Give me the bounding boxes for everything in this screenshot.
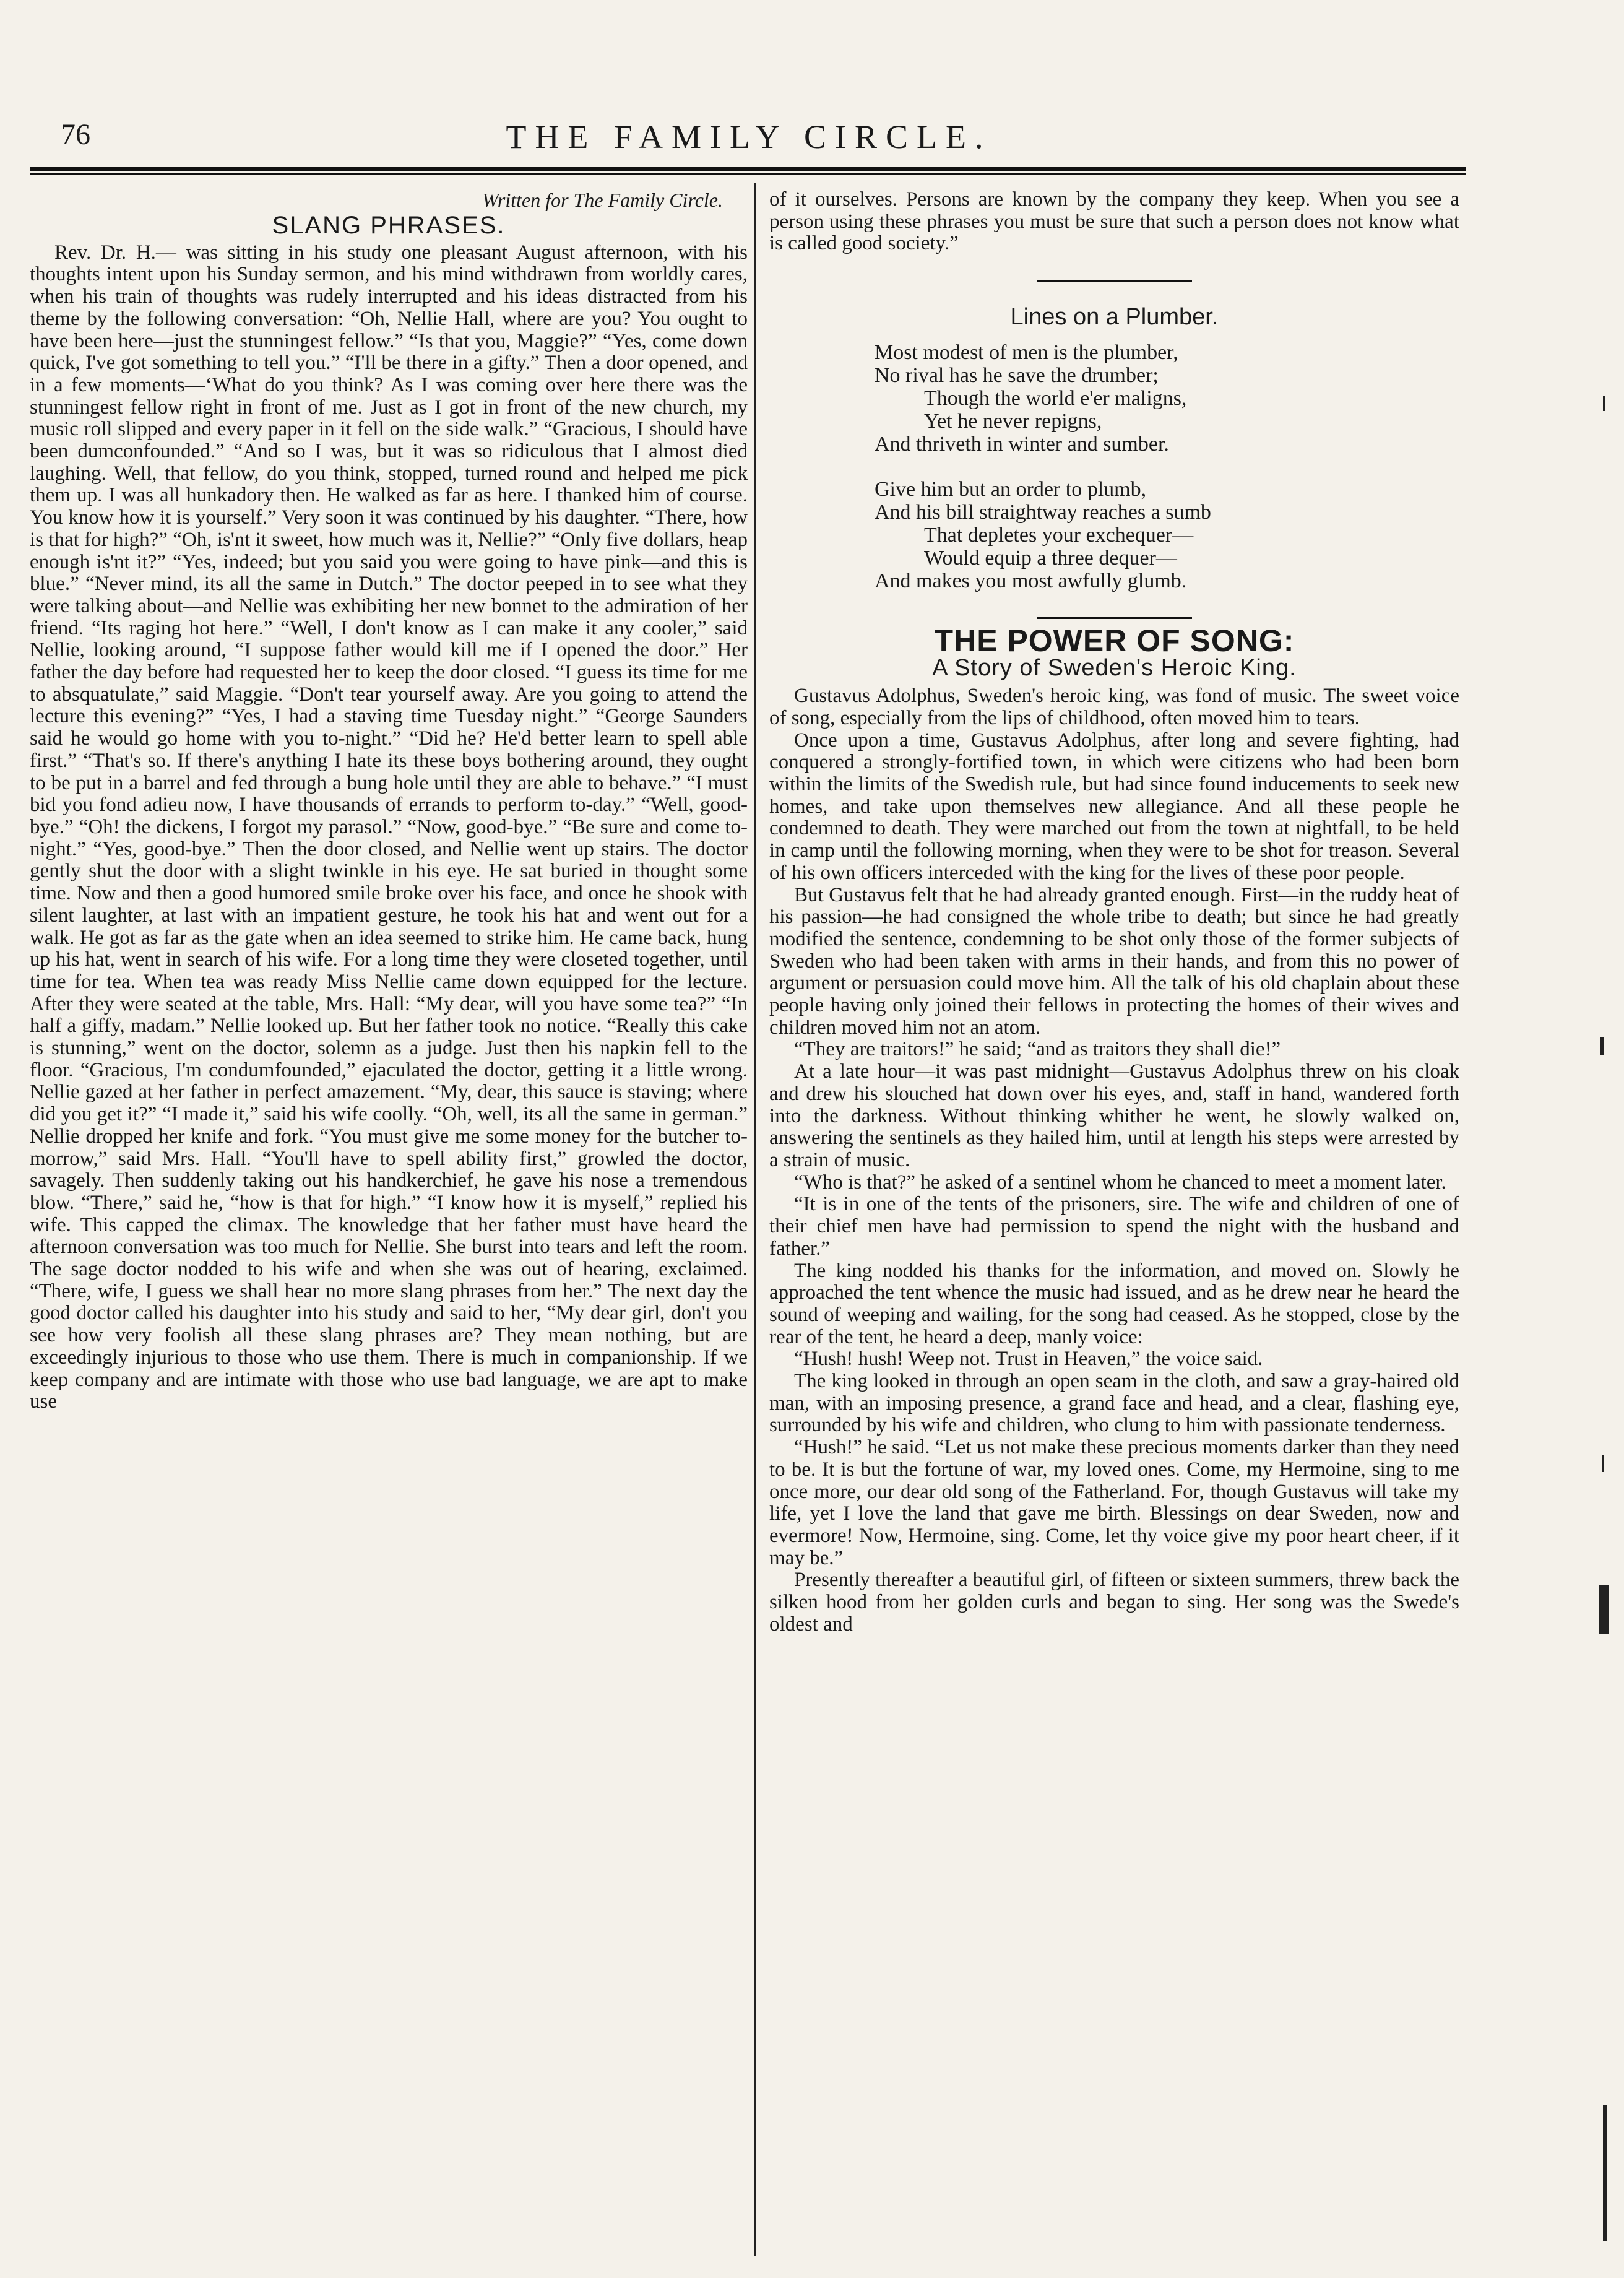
poem-line: And his bill straightway reaches a sumb xyxy=(875,500,1211,524)
section-rule xyxy=(1037,617,1192,619)
running-title: THE FAMILY CIRCLE. xyxy=(506,118,992,155)
paragraph: The king nodded his thanks for the information, and moved on. Slowly he approached the tent whence the music had issued, and as he drew near he heard the sound of weeping and wailing, for the song had ceased. As he stopped, close by the rear of the tent, he heard a deep, manly voice: xyxy=(769,1259,1459,1348)
poem-line: Most modest of men is the plumber, xyxy=(875,340,1178,364)
paragraph: But Gustavus felt that he had already granted enough. First—in the ruddy heat of his passion—he had consigned the whole tribe to death; but since he had greatly modified the sentence, condemning to be shot only those of the former subjects of Sweden who had been taken with arms in their hands, and from this no power of argument or persuasion could move him. All the talk of his old chaplain about these people having only joined their fellows in protecting the homes of their wives and children moved him not an atom. xyxy=(769,883,1459,1039)
section-rule xyxy=(1037,280,1192,282)
article-attribution: Written for The Family Circle. xyxy=(482,189,723,211)
poem-line: That depletes your exchequer— xyxy=(924,523,1194,547)
poem-line: Would equip a three dequer— xyxy=(924,546,1177,570)
page-number: 76 xyxy=(61,118,90,151)
paragraph: At a late hour—it was past midnight—Gustavus Adolphus threw on his cloak and drew his slouched hat down over his eyes, and, staff in hand, wandered forth into the darkness. Without thinking whither he went, he slowly walked on, answering the sentinels as they hailed him, until at length his steps were arrested by a strain of music. xyxy=(769,1060,1459,1171)
paragraph: The king looked in through an open seam in the cloth, and saw a gray-haired old man, with an imposing presence, a grand face and head, and a clear, flashing eye, surrounded by his wife and children, who clung to him with passionate tenderness. xyxy=(769,1370,1459,1437)
paragraph: “Hush!” he said. “Let us not make these precious moments darker than they need to be. It is but the fortune of war, my loved ones. Come, my Hermoine, sing to me once more, our dear old song of the Fatherland. For, though Gustavus will take my life, yet I love the land that gave me birth. Blessings on dear Sweden, now and evermore! Now, Hermoine, sing. Come, let thy voice give my poor heart cheer, if it may be.” xyxy=(769,1436,1459,1569)
header-rule-thick xyxy=(30,167,1466,171)
poem-line: No rival has he save the drumber; xyxy=(875,363,1159,387)
poem-line: Give him but an order to plumb, xyxy=(875,477,1147,501)
paragraph: “Who is that?” he asked of a sentinel whom he chanced to meet a moment later. xyxy=(794,1171,1446,1193)
header-rule-thin xyxy=(30,173,1466,175)
poem-line: Though the world e'er maligns, xyxy=(924,386,1187,410)
article-title-slang-phrases: SLANG PHRASES. xyxy=(272,212,506,239)
poem-title: Lines on a Plumber. xyxy=(1010,304,1219,331)
column-divider xyxy=(754,183,756,2256)
right-column xyxy=(769,189,1459,1635)
poem-line: Yet he never repigns, xyxy=(924,409,1102,433)
scan-mark xyxy=(1603,2105,1607,2241)
paragraph: Presently thereafter a beautiful girl, of fifteen or sixteen summers, threw back the silken hood from her golden curls and began to sing. Her song was the Swede's oldest and xyxy=(769,1569,1459,1635)
paragraph: Gustavus Adolphus, Sweden's heroic king, was fond of music. The sweet voice of song, especially from the lips of childhood, often moved him to tears. xyxy=(769,685,1459,729)
article-body-slang-phrases: Rev. Dr. H.— was sitting in his study one pleasant August afternoon, with his thoughts intent upon his Sunday sermon, and his mind withdrawn from worldly cares, when his train of thoughts was rudely interrupted and his ideas distracted from his theme by the following conversation: “Oh, Nellie Hall, where are you? You ought to have been here—just the stunningest fellow.” “Is that you, Maggie?” “Yes, come down quick, I've got something to tell you.” “I'll be there in a gifty.” Then a door opened, and in a few moments—‘What do you think? As I was coming over here there was the stunningest fellow right in front of me. Just as I got in front of the new church, my music roll slipped and every paper in it fell on the side walk.” “Gracious, I should have been dumconfounded.” “And so I was, but it was so ridiculous that I almost died laughing. Well, that fellow, do you think, stopped, turned round and helped me pick them up. I was all hunkadory then. He walked as far as here. I thanked him of course. You know how it is yourself.” Very soon it was continued by his daughter. “There, how is that for high?” “Oh, is'nt it sweet, how much was it, Nellie?” “Only five dollars, heap enough is'nt it?” “Yes, indeed; but you said you were going to have pink—and this is blue.” “Never mind, its all the same in Dutch.” The doctor peeped in to see what they were talking about—and Nellie was exhibiting her new bonnet to the admiration of her friend. “Its raging hot here.” “Well, I don't know as I can make it any cooler,” said Nellie, looking around, “I suppose father would kill me if I opened the door.” Her father the day before had requested her to keep the door closed. “I guess its time for me to absquatulate,” said Maggie. “Don't tear yourself away. Are you going to attend the lecture this evening?” “Yes, I had a staving time Tuesday night.” “George Saunders said he would go home with you to-night.” “Did he? He'd better learn to spell able first.” “That's so. If there's anything I hate its these boys bothering around, they ought to be put in a barrel and fed through a bung hole until they are able to behave.” “I must bid you fond adieu now, I have thousands of errands to perform to-day.” “Well, good-bye.” “Oh! the dickens, I forgot my parasol.” “Now, good-bye.” “Be sure and come to-night.” “Yes, good-bye.” Then the door closed, and Nellie went up stairs. The doctor gently shut the door with a slight twinkle in his eye. He sat buried in thought some time. Now and then a good humored smile broke over his face, and once he shook with silent laughter, at last with an impatient gesture, he took his hat and went out for a walk. He got as far as the gate when an idea seemed to strike him. He came back, hung up his hat, went in search of his wife. For a long time they were closeted together, until time for tea. When tea was ready Miss Nellie came down equipped for the lecture. After they were seated at the table, Mrs. Hall: “My dear, will you have some tea?” “In half a giffy, madam.” Nellie looked up. But her father took no notice. “Really this cake is stunning,” went on the doctor, solemn as a judge. Just then his napkin fell to the floor. “Gracious, I'm condumfounded,” ejaculated the doctor, getting it a little wrong. Nellie gazed at her father in perfect amazement. “My, dear, this sauce is staving; where did you get it?” “I made it,” said his wife coolly. “Oh, well, its all the same in german.” Nellie dropped her knife and fork. “You must give me some money for the butcher to-morrow,” said Mrs. Hall. “You'll have to spell ability first,” growled the doctor, savagely. Then suddenly taking out his handkerchief, he gave his nose a tremendous blow. “There,” said he, “how is that for high.” “I know how it is myself,” replied his wife. This capped the climax. The knowledge that her father must have heard the afternoon conversation was too much for Nellie. She burst into tears and left the room. The sage doctor nodded to his wife and when she was out of hearing, exclaimed. “There, wife, I guess we shall hear no more slang phrases from her.” The next day the good doctor called his daughter into his study and said to her, “My dear girl, don't you see how very foolish all these slang phrases are? They mean nothing, but are exceedingly injurious to those who use them. There is much in companionship. If we keep company and are intimate with those who use bad language, we are apt to make use xyxy=(30,241,748,1413)
poem-line: And thriveth in winter and sumber. xyxy=(875,432,1169,456)
scan-mark xyxy=(1602,1455,1604,1472)
article-title-power-of-song: THE POWER OF SONG: xyxy=(934,623,1295,658)
paragraph: “It is in one of the tents of the prisoners, sire. The wife and children of one of their chief men have had permission to spend the night with the husband and father.” xyxy=(769,1193,1459,1260)
poem-line: And makes you most awfully glumb. xyxy=(875,569,1187,592)
paragraph: “Hush! hush! Weep not. Trust in Heaven,” the voice said. xyxy=(794,1348,1263,1371)
scan-mark xyxy=(1600,1037,1604,1055)
paragraph: “They are traitors!” he said; “and as traitors they shall die!” xyxy=(794,1038,1281,1061)
paragraph: Once upon a time, Gustavus Adolphus, after long and severe fighting, had conquered a strongly-fortified town, in which were citizens who had been born within the limits of the Swedish rule, but had since found inducements to seek new homes, and take upon themselves new allegiance. And all these people he condemned to death. They were marched out from the town at nightfall, to be held in camp until the following morning, when they were to be shot for treason. Several of his own officers interceded with the king for the lives of these poor people. xyxy=(769,729,1459,884)
article-continuation: of it ourselves. Persons are known by the company they keep. When you see a person using these phrases you must be sure that such a person does not know what is called good society.” xyxy=(769,188,1459,255)
scan-mark xyxy=(1599,1585,1609,1634)
scan-mark xyxy=(1603,396,1605,411)
article-subtitle: A Story of Sweden's Heroic King. xyxy=(932,654,1297,681)
left-column xyxy=(30,189,748,1413)
page-header xyxy=(25,118,1473,161)
poem-body xyxy=(875,341,1459,592)
